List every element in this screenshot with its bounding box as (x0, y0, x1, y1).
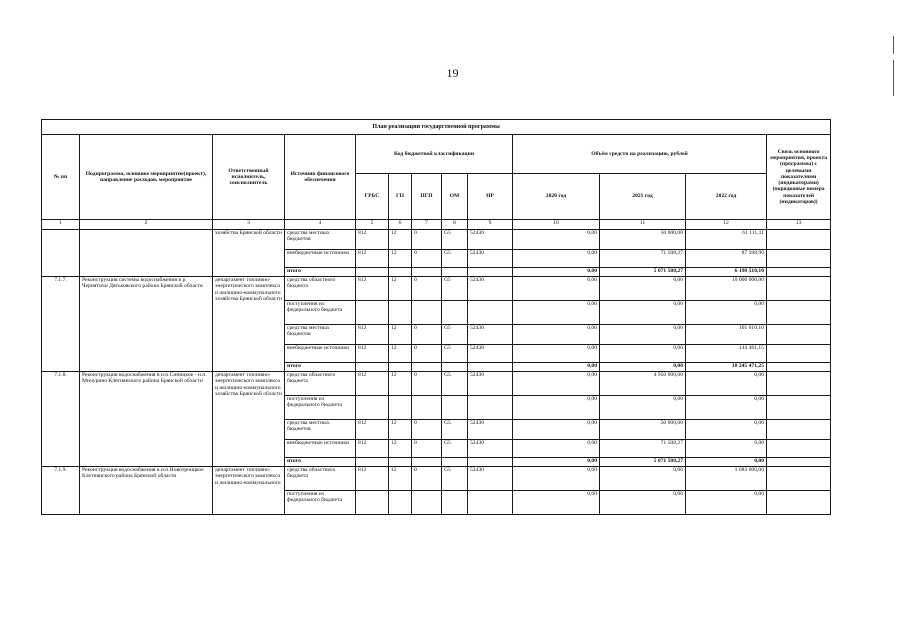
amount-y2022: 1 683 000,00 (686, 467, 767, 491)
indicator-link-cell (767, 491, 831, 515)
amount-y2020: 0,00 (513, 420, 600, 440)
item-name: Реконструкция водоснабжения в н.п.Новотроицкое Клетнянского района Брянской области (80, 467, 213, 515)
code-pgp: 0 (412, 325, 442, 345)
amount-y2021: 0,00 (600, 363, 686, 372)
code-grbs (356, 301, 389, 325)
code-grbs (356, 363, 389, 372)
code-nr (468, 268, 513, 277)
header-grbs: ГРБС (356, 174, 389, 220)
code-grbs: 812 (356, 345, 389, 363)
amount-y2021: 0,00 (600, 325, 686, 345)
source-cell: средства местных бюджетов (285, 230, 356, 250)
amount-y2022: 10 000 000,00 (686, 277, 767, 301)
amount-y2022: 144 461,15 (686, 345, 767, 363)
source-cell: средства областного бюджета (285, 372, 356, 396)
header-2022: 2022 год (686, 174, 767, 220)
table-row (42, 372, 831, 396)
code-grbs (356, 491, 389, 515)
code-nr: 52430 (468, 372, 513, 396)
code-om: G5 (442, 277, 468, 301)
amount-y2020: 0,00 (513, 396, 600, 420)
source-cell: итого (285, 268, 356, 277)
code-om (442, 301, 468, 325)
header-responsible: Ответственный исполнитель, соисполнитель (213, 135, 285, 220)
header-om: ОМ (442, 174, 468, 220)
amount-y2020: 0,00 (513, 325, 600, 345)
indicator-link-cell (767, 345, 831, 363)
amount-y2022: 0,00 (686, 372, 767, 396)
item-name-cell (80, 230, 213, 277)
code-grbs: 812 (356, 420, 389, 440)
code-pgp (412, 396, 442, 420)
column-number: 13 (767, 220, 831, 230)
code-pgp: 0 (412, 420, 442, 440)
amount-y2021: 50 000,00 (600, 420, 686, 440)
code-pgp (412, 268, 442, 277)
code-nr: 52430 (468, 277, 513, 301)
code-pgp: 0 (412, 345, 442, 363)
code-om: G5 (442, 230, 468, 250)
source-cell: средства областного бюджета (285, 467, 356, 491)
amount-y2020: 0,00 (513, 250, 600, 268)
source-cell: поступления из федерального бюджета (285, 301, 356, 325)
code-pgp: 0 (412, 250, 442, 268)
amount-y2022: 0,00 (686, 440, 767, 458)
code-nr (468, 458, 513, 467)
code-grbs: 812 (356, 277, 389, 301)
table-row (42, 230, 831, 250)
column-number: 1 (42, 220, 80, 230)
code-nr: 52430 (468, 420, 513, 440)
code-nr (468, 396, 513, 420)
amount-y2021: 71 508,27 (600, 250, 686, 268)
code-nr (468, 363, 513, 372)
item-number: 7.1.8. (42, 372, 80, 467)
code-pgp (412, 363, 442, 372)
code-grbs: 812 (356, 467, 389, 491)
code-om: G5 (442, 345, 468, 363)
amount-y2021: 0,00 (600, 491, 686, 515)
code-gp (389, 268, 412, 277)
code-gp: 12 (389, 440, 412, 458)
amount-y2021: 4 950 000,00 (600, 372, 686, 396)
code-pgp (412, 491, 442, 515)
indicator-link-cell (767, 301, 831, 325)
code-om (442, 363, 468, 372)
source-cell: итого (285, 458, 356, 467)
code-grbs (356, 458, 389, 467)
amount-y2022: 61 111,11 (686, 230, 767, 250)
amount-y2021: 71 508,27 (600, 440, 686, 458)
code-pgp (412, 458, 442, 467)
amount-y2022: 10 245 471,25 (686, 363, 767, 372)
code-gp (389, 301, 412, 325)
code-gp: 12 (389, 250, 412, 268)
header-budget-code: Код бюджетной классификации (356, 135, 513, 174)
column-number: 6 (389, 220, 412, 230)
table-body (42, 230, 831, 515)
amount-y2022: 0,00 (686, 396, 767, 420)
code-grbs: 812 (356, 250, 389, 268)
code-pgp: 0 (412, 372, 442, 396)
code-nr (468, 301, 513, 325)
amount-y2021: 0,00 (600, 396, 686, 420)
source-cell: средства местных бюджетов (285, 325, 356, 345)
source-cell: поступления из федерального бюджета (285, 491, 356, 515)
header-pgp: ПГП (412, 174, 442, 220)
source-cell: средства областного бюджета (285, 277, 356, 301)
item-number: 7.1.9. (42, 467, 80, 515)
code-om: G5 (442, 467, 468, 491)
code-nr (468, 491, 513, 515)
column-number: 5 (356, 220, 389, 230)
code-grbs: 812 (356, 440, 389, 458)
header-subprogram: Подпрограмма, основное мероприятие(проект), направление расходов, мероприятие (80, 135, 213, 220)
amount-y2022: 87 398,90 (686, 250, 767, 268)
source-cell: внебюджетные источники (285, 440, 356, 458)
scan-mark (893, 36, 894, 54)
indicator-link-cell (767, 458, 831, 467)
code-om (442, 268, 468, 277)
code-pgp (412, 301, 442, 325)
amount-y2021: 0,00 (600, 345, 686, 363)
code-nr: 52430 (468, 325, 513, 345)
amount-y2020: 0,00 (513, 277, 600, 301)
indicator-link-cell (767, 396, 831, 420)
table-row (42, 277, 831, 301)
header-2020: 2020 год (513, 174, 600, 220)
responsible-executor: департамент топливно-энергетического комплекса и жилищно-коммунального (213, 467, 285, 515)
code-om: G5 (442, 440, 468, 458)
amount-y2021: 5 071 508,27 (600, 458, 686, 467)
code-gp: 12 (389, 372, 412, 396)
code-om (442, 491, 468, 515)
responsible-executor: департамент топливно-энергетического комплекса и жилищно-коммунального хозяйства Брянской области (213, 372, 285, 467)
code-gp (389, 396, 412, 420)
code-pgp: 0 (412, 277, 442, 301)
item-name: Реконструкция системы водоснабжения в р. Чернятичи Дятьковского района Брянской области (80, 277, 213, 372)
page-number: 19 (446, 66, 459, 80)
code-om: G5 (442, 372, 468, 396)
code-gp: 12 (389, 277, 412, 301)
code-om (442, 458, 468, 467)
code-grbs: 812 (356, 230, 389, 250)
amount-y2022: 0,00 (686, 301, 767, 325)
code-grbs (356, 396, 389, 420)
code-gp: 12 (389, 345, 412, 363)
program-plan-table (41, 119, 831, 515)
item-number-cell (42, 230, 80, 277)
column-number: 12 (686, 220, 767, 230)
amount-y2020: 0,00 (513, 230, 600, 250)
amount-y2021: 0,00 (600, 467, 686, 491)
responsible-executor: департамент топливно-энергетического комплекса и жилищно-коммунального хозяйства Брянской области (213, 277, 285, 372)
amount-y2020: 0,00 (513, 440, 600, 458)
column-number: 2 (80, 220, 213, 230)
code-om: G5 (442, 250, 468, 268)
scan-mark (893, 60, 894, 96)
table-row (42, 467, 831, 491)
amount-y2022: 6 198 510,10 (686, 268, 767, 277)
header-2021: 2021 год (600, 174, 686, 220)
code-gp: 12 (389, 325, 412, 345)
amount-y2022: 101 010,10 (686, 325, 767, 345)
item-number: 7.1.7. (42, 277, 80, 372)
amount-y2020: 0,00 (513, 345, 600, 363)
responsible-cell: хозяйства Брянской области (213, 230, 285, 277)
indicator-link-cell (767, 230, 831, 250)
code-gp: 12 (389, 467, 412, 491)
indicator-link-cell (767, 250, 831, 268)
header-link: Связь основного мероприятия, проекта (программы) с целевыми показателями (индикаторами) (порядковые номера показателей (индикаторов)) (767, 135, 831, 220)
source-cell: средства местных бюджетов (285, 420, 356, 440)
code-nr: 52430 (468, 230, 513, 250)
header-num: № пп (42, 135, 80, 220)
source-cell: итого (285, 363, 356, 372)
indicator-link-cell (767, 467, 831, 491)
column-number: 9 (468, 220, 513, 230)
column-number: 8 (442, 220, 468, 230)
amount-y2022: 0,00 (686, 420, 767, 440)
indicator-link-cell (767, 420, 831, 440)
indicator-link-cell (767, 277, 831, 301)
amount-y2021: 5 071 508,27 (600, 268, 686, 277)
code-nr: 52430 (468, 467, 513, 491)
header-source: Источник финансового обеспечения (285, 135, 356, 220)
amount-y2020: 0,00 (513, 301, 600, 325)
amount-y2021: 50 000,00 (600, 230, 686, 250)
amount-y2020: 0,00 (513, 268, 600, 277)
indicator-link-cell (767, 372, 831, 396)
source-cell: внебюджетные источники (285, 345, 356, 363)
amount-y2020: 0,00 (513, 372, 600, 396)
column-number: 10 (513, 220, 600, 230)
code-gp: 12 (389, 230, 412, 250)
code-pgp: 0 (412, 440, 442, 458)
code-nr: 52430 (468, 345, 513, 363)
amount-y2020: 0,00 (513, 491, 600, 515)
column-number: 7 (412, 220, 442, 230)
code-om: G5 (442, 420, 468, 440)
code-grbs: 812 (356, 325, 389, 345)
code-gp: 12 (389, 420, 412, 440)
amount-y2021: 0,00 (600, 277, 686, 301)
code-om (442, 396, 468, 420)
indicator-link-cell (767, 440, 831, 458)
code-grbs: 812 (356, 372, 389, 396)
indicator-link-cell (767, 325, 831, 345)
table-title: План реализации государственной программы (42, 120, 831, 135)
code-om: G5 (442, 325, 468, 345)
code-pgp: 0 (412, 467, 442, 491)
header-gp: ГП (389, 174, 412, 220)
indicator-link-cell (767, 363, 831, 372)
amount-y2021: 0,00 (600, 301, 686, 325)
amount-y2020: 0,00 (513, 458, 600, 467)
indicator-link-cell (767, 268, 831, 277)
amount-y2022: 0,00 (686, 458, 767, 467)
source-cell: внебюджетные источники (285, 250, 356, 268)
column-number: 11 (600, 220, 686, 230)
code-gp (389, 363, 412, 372)
code-nr: 52430 (468, 440, 513, 458)
amount-y2022: 0,00 (686, 491, 767, 515)
amount-y2020: 0,00 (513, 363, 600, 372)
code-grbs (356, 268, 389, 277)
code-nr: 52430 (468, 250, 513, 268)
item-name: Реконструкция водоснабжения в н.п.Синицкое - н.п. Мичурино Клетнянского района Брянской области (80, 372, 213, 467)
code-gp (389, 458, 412, 467)
code-pgp: 0 (412, 230, 442, 250)
column-number: 3 (213, 220, 285, 230)
amount-y2020: 0,00 (513, 467, 600, 491)
header-funds: Объём средств на реализацию, рублей (513, 135, 767, 174)
header-nr: НР (468, 174, 513, 220)
source-cell: поступления из федерального бюджета (285, 396, 356, 420)
column-number: 4 (285, 220, 356, 230)
column-number-row (42, 220, 831, 230)
code-gp (389, 491, 412, 515)
